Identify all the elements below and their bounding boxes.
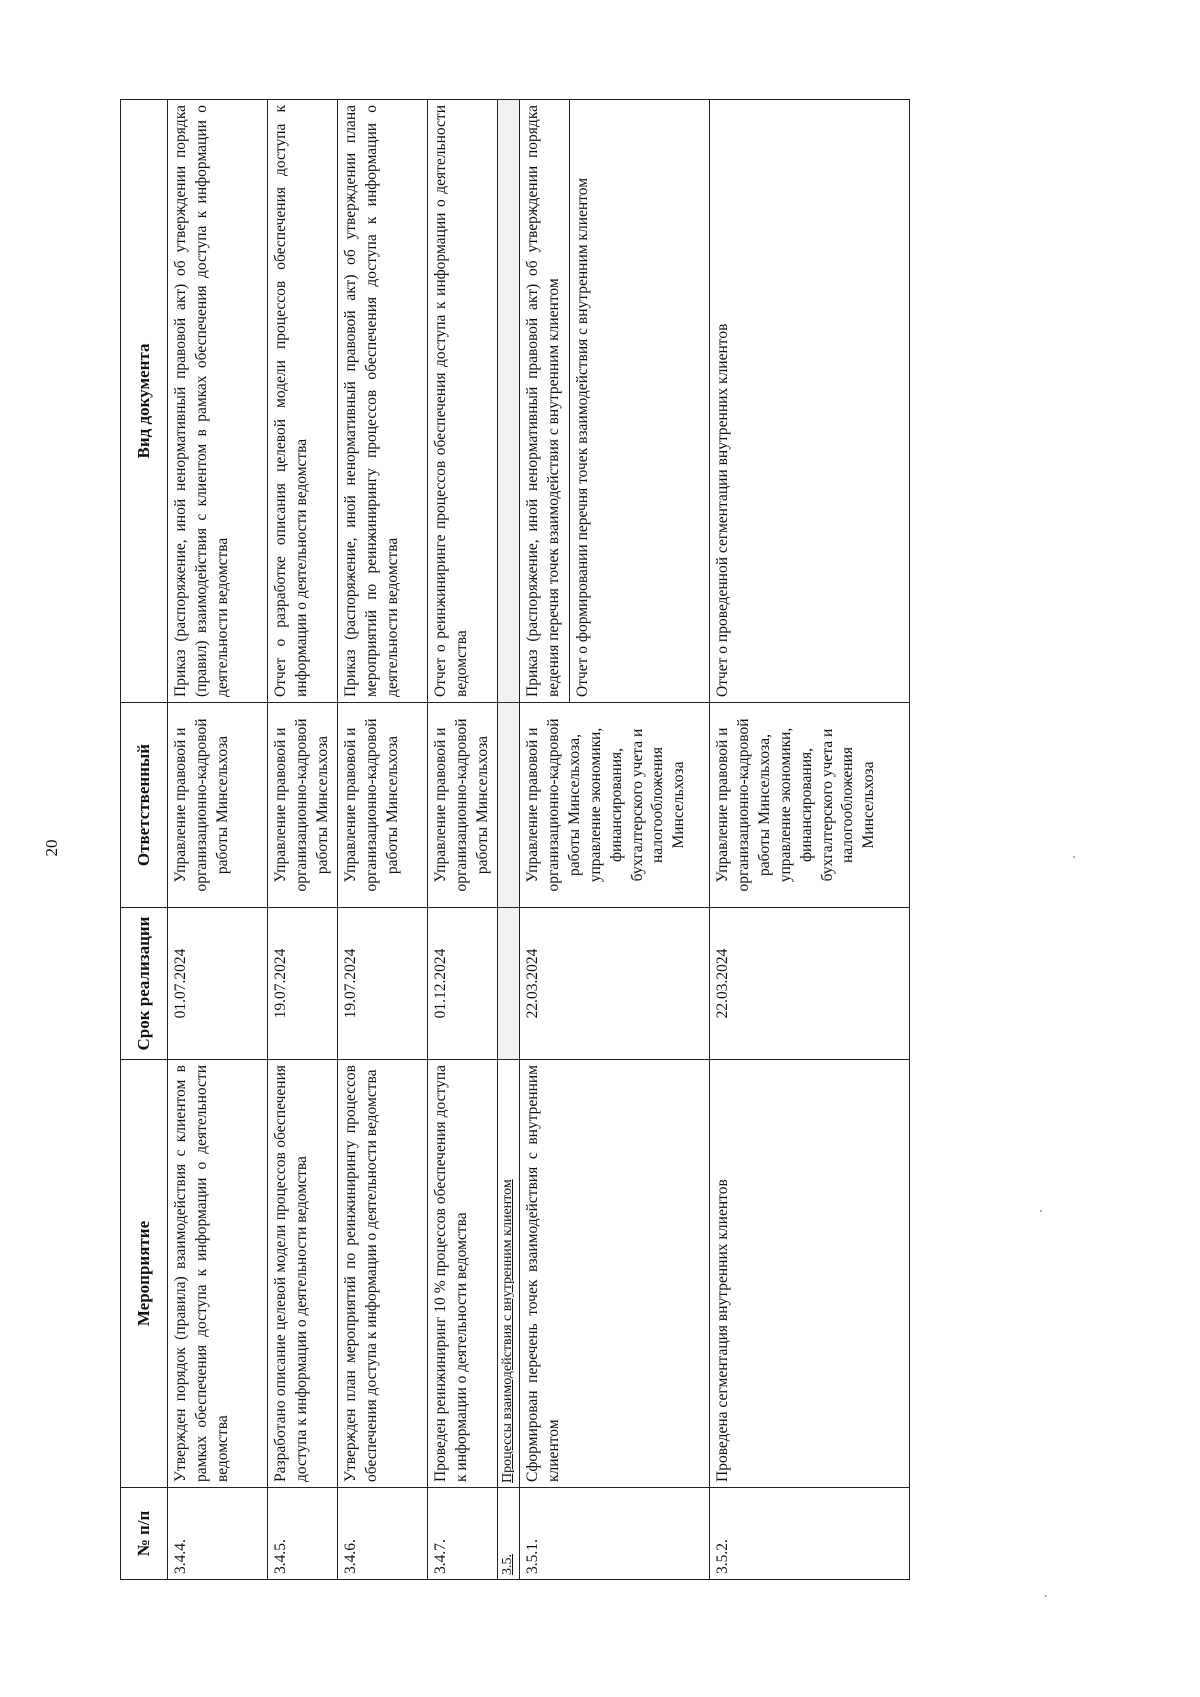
table-row (519, 100, 709, 1580)
table-row (709, 100, 909, 1580)
document-type-order: Приказ (распоряжение, иной ненормативный правовой акт) об утверждении порядка ведения перечня точек взаимодействия с внутренним клиентом (523, 105, 562, 697)
row-deadline: 19.07.2024 (338, 908, 428, 1060)
row-number: 3.4.4. (168, 1488, 268, 1580)
row-deadline: 22.03.2024 (519, 908, 709, 1060)
row-number: 3.4.5. (268, 1488, 338, 1580)
row-responsible: Управление правовой и организационно-кадровой работы Минсельхоза (338, 703, 428, 908)
section-row (498, 100, 520, 1580)
header-deadline: Срок реализации (121, 908, 168, 1060)
table-header-row (121, 100, 168, 1580)
section-number: 3.5. (498, 1488, 520, 1580)
table-row (428, 100, 498, 1580)
row-number: 3.4.7. (428, 1488, 498, 1580)
row-document-type: Приказ (распоряжение, иной ненормативный правовой акт) об утверждении порядка (правил) взаимодействия с клиентом в рамках обеспечения доступа к информации о деятельности ведомства (168, 100, 268, 703)
measures-table-wrapper (120, 100, 1140, 1580)
header-document-type: Вид документа (121, 100, 168, 703)
section-title: Процессы взаимодействия с внутренним клиентом (498, 1060, 520, 1488)
scan-speck (1045, 1595, 1047, 1597)
row-document-type: Отчет о разработке описания целевой модели процессов обеспечения доступа к информации о деятельности ведомства (268, 100, 338, 703)
table-row (268, 100, 338, 1580)
row-event: Разработано описание целевой модели процессов обеспечения доступа к информации о деятельности ведомства (268, 1060, 338, 1488)
section-empty-cell (498, 100, 520, 703)
row-responsible: Управление правовой и организационно-кадровой работы Минсельхоза (268, 703, 338, 908)
row-responsible: Управление правовой и организационно-кадровой работы Минсельхоза (428, 703, 498, 908)
row-event: Утвержден план мероприятий по реинжинирингу процессов обеспечения доступа к информации о деятельности ведомства (338, 1060, 428, 1488)
section-empty-cell (498, 703, 520, 908)
row-deadline: 01.07.2024 (168, 908, 268, 1060)
row-number: 3.5.1. (519, 1488, 709, 1580)
row-deadline: 01.12.2024 (428, 908, 498, 1060)
row-event: Проведен реинжиниринг 10 % процессов обеспечения доступа к информации о деятельности ведомства (428, 1060, 498, 1488)
table-row (168, 100, 268, 1580)
row-document-type: Приказ (распоряжение, иной ненормативный правовой акт) об утверждении плана мероприятий по реинжинирингу процессов обеспечения доступа к информации о деятельности ведомства (338, 100, 428, 703)
document-type-report: Отчет о формировании перечня точек взаимодействия с внутренним клиентом (569, 100, 594, 702)
row-event: Проведена сегментация внутренних клиентов (709, 1060, 909, 1488)
row-document-type: Отчет о реинжиниринге процессов обеспечения доступа к информации о деятельности ведомства (428, 100, 498, 703)
row-deadline: 19.07.2024 (268, 908, 338, 1060)
page-number: 20 (42, 839, 61, 857)
row-event: Сформирован перечень точек взаимодействия с внутренним клиентом (519, 1060, 709, 1488)
scan-speck (1073, 856, 1075, 858)
section-empty-cell (498, 908, 520, 1060)
table-row (338, 100, 428, 1580)
row-responsible: Управление правовой и организационно-кадровой работы Минсельхоза, управление экономики, финансирования, бухгалтерского учета и налогообложения Минсельхоза (709, 703, 909, 908)
header-responsible: Ответственный (121, 703, 168, 908)
row-event: Утвержден порядок (правила) взаимодействия с клиентом в рамках обеспечения доступа к информации о деятельности ведомства (168, 1060, 268, 1488)
row-document-type: Отчет о проведенной сегментации внутренних клиентов (709, 100, 909, 703)
measures-table (120, 99, 910, 1580)
row-responsible: Управление правовой и организационно-кадровой работы Минсельхоза (168, 703, 268, 908)
row-number: 3.5.2. (709, 1488, 909, 1580)
scan-speck (1040, 1210, 1042, 1212)
header-event: Мероприятие (121, 1060, 168, 1488)
row-number: 3.4.6. (338, 1488, 428, 1580)
row-responsible: Управление правовой и организационно-кадровой работы Минсельхоза, управление экономики, финансирования, бухгалтерского учета и налогообложения Минсельхоза (519, 703, 709, 908)
row-document-type (519, 100, 709, 703)
row-deadline: 22.03.2024 (709, 908, 909, 1060)
header-number: № п/п (121, 1488, 168, 1580)
